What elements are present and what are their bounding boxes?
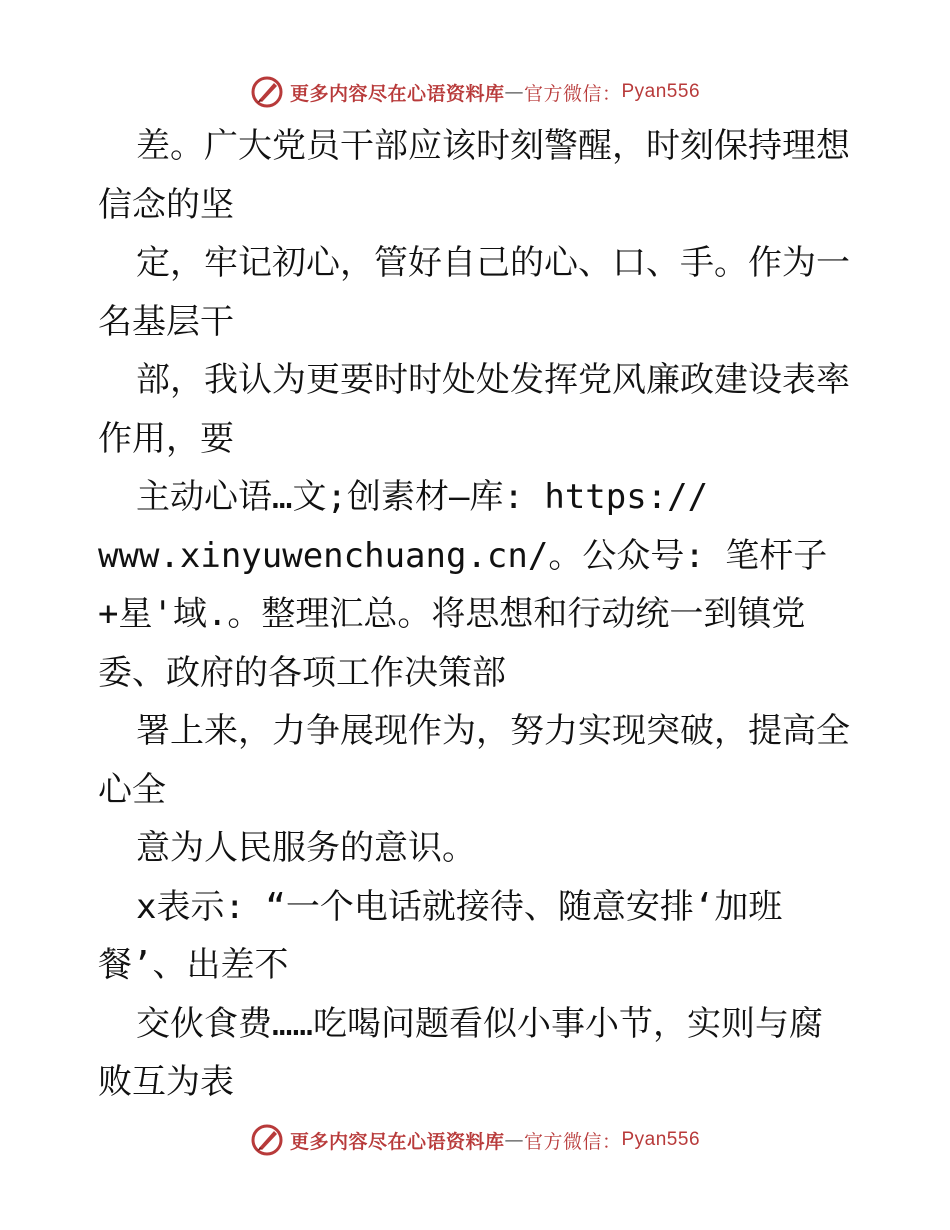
- body-line: 名基层干: [98, 301, 234, 342]
- body-line: 作用，要: [98, 418, 234, 459]
- body-line: 心全: [98, 769, 166, 810]
- body-line: 主动心语…文;创素材—库: https://: [136, 477, 709, 517]
- header-banner: [0, 72, 950, 112]
- quill-pen-logo-icon: [250, 1123, 284, 1157]
- body-line: 委、政府的各项工作决策部: [98, 652, 506, 693]
- banner-dash: —: [504, 81, 524, 103]
- quill-pen-logo-icon: [250, 75, 284, 109]
- document-body: [98, 117, 868, 1112]
- banner-wechat-account: Pyan556: [621, 81, 701, 102]
- body-line: x表示: “一个电话就接待、随意安排‘加班: [136, 886, 783, 927]
- footer-banner: [0, 1120, 950, 1160]
- banner-dash: —: [504, 1129, 524, 1151]
- body-line: www.xinyuwenchuang.cn/。公众号: 笔杆子: [98, 535, 828, 576]
- body-line: 交伙食费……吃喝问题看似小事小节，实则与腐: [136, 1003, 823, 1044]
- body-line: 定，牢记初心，管好自己的心、口、手。作为一: [136, 243, 850, 283]
- banner-wechat-label: 官方微信：: [523, 1130, 622, 1153]
- body-line: 差。广大党员干部应该时刻警醒，时刻保持理想: [136, 126, 850, 166]
- banner-wechat-label: 官方微信：: [523, 82, 622, 105]
- body-line: 餐’、出差不: [98, 945, 289, 985]
- body-line: 署上来，力争展现作为，努力实现突破，提高全: [136, 711, 850, 751]
- banner-wechat-account: Pyan556: [621, 1129, 701, 1150]
- body-line: 信念的坚: [98, 184, 234, 225]
- banner-site-text: 更多内容尽在心语资料库: [289, 82, 505, 105]
- body-line: +星'域.。整理汇总。将思想和行动统一到镇党: [98, 594, 806, 634]
- body-line: 败互为表: [98, 1062, 234, 1102]
- body-line: 部，我认为更要时时处处发挥党风廉政建设表率: [136, 360, 850, 400]
- body-line: 意为人民服务的意识。: [136, 828, 476, 868]
- banner-site-text: 更多内容尽在心语资料库: [289, 1130, 505, 1153]
